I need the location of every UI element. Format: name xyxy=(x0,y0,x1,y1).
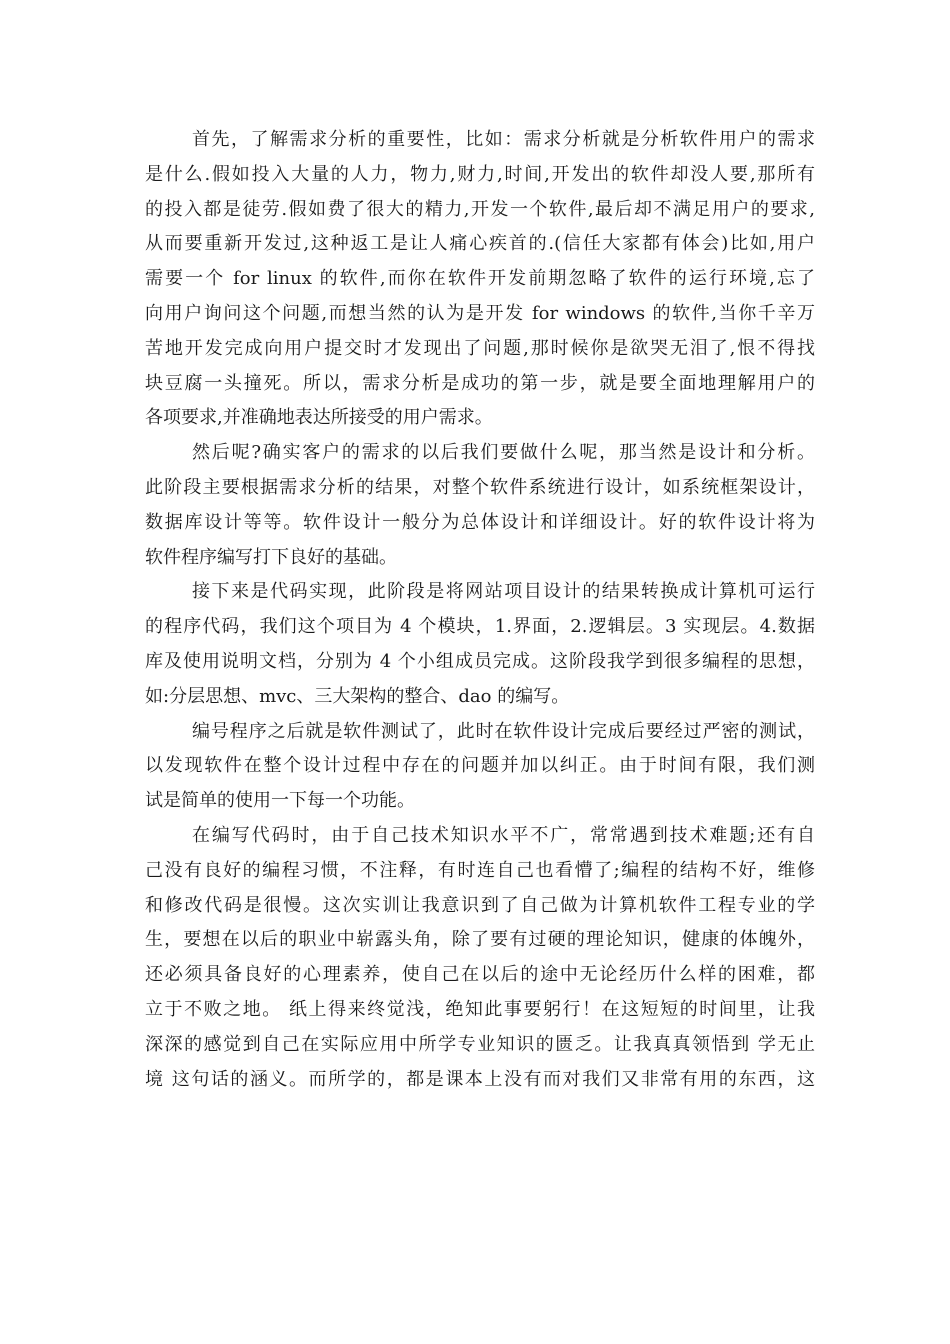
text-line: 在编写代码时，由于自己技术知识水平不广，常常遇到技术难题;还有自 xyxy=(192,824,815,846)
text-line: 软件程序编写打下良好的基础。 xyxy=(145,546,397,568)
text-line: 以发现软件在整个设计过程中存在的问题并加以纠正。由于时间有限，我们测 xyxy=(145,755,815,777)
text-line: 需要一个 for linux 的软件,而你在软件开发前期忽略了软件的运行环境,忘了 xyxy=(145,268,815,290)
text-line: 的程序代码，我们这个项目为 4 个模块，1.界面，2.逻辑层。3 实现层。4.数据 xyxy=(145,616,815,638)
text-line: 从而要重新开发过,这种返工是让人痛心疾首的.(信任大家都有体会)比如,用户 xyxy=(145,233,815,255)
text-line: 块豆腐一头撞死。所以，需求分析是成功的第一步，就是要全面地理解用户的 xyxy=(145,372,815,394)
paragraph-design xyxy=(145,436,815,575)
text-line: 深深的感觉到自己在实际应用中所学专业知识的匮乏。让我真真领悟到 学无止 xyxy=(145,1033,815,1055)
text-line: 如:分层思想、mvc、三大架构的整合、dao 的编写。 xyxy=(145,685,570,707)
text-line: 各项要求,并准确地表达所接受的用户需求。 xyxy=(145,407,493,429)
text-line: 此阶段主要根据需求分析的结果，对整个软件系统进行设计，如系统框架设计， xyxy=(145,476,815,498)
text-line: 是什么.假如投入大量的人力，物力,财力,时间,开发出的软件却没人要,那所有 xyxy=(145,163,815,185)
paragraph-implementation xyxy=(145,575,815,714)
text-line: 试是简单的使用一下每一个功能。 xyxy=(145,790,415,812)
paragraph-testing xyxy=(145,715,815,819)
text-line: 的投入都是徒劳.假如费了很大的精力,开发一个软件,最后却不满足用户的要求, xyxy=(145,198,815,220)
text-line: 和修改代码是很慢。这次实训让我意识到了自己做为计算机软件工程专业的学 xyxy=(145,894,815,916)
text-line: 编号程序之后就是软件测试了，此时在软件设计完成后要经过严密的测试， xyxy=(192,720,815,742)
text-line: 库及使用说明文档，分别为 4 个小组成员完成。这阶段我学到很多编程的思想， xyxy=(145,650,815,672)
paragraph-reflection xyxy=(145,819,815,1097)
text-line: 向用户询问这个问题,而想当然的认为是开发 for windows 的软件,当你千辛万 xyxy=(145,302,815,324)
text-line: 然后呢?确实客户的需求的以后我们要做什么呢，那当然是设计和分析。 xyxy=(192,442,815,464)
document-body xyxy=(145,123,815,1097)
text-line: 境 这句话的涵义。而所学的，都是课本上没有而对我们又非常有用的东西，这 xyxy=(145,1068,815,1090)
text-line: 生，要想在以后的职业中崭露头角，除了要有过硬的理论知识，健康的体魄外， xyxy=(145,929,815,951)
text-line: 苦地开发完成向用户提交时才发现出了问题,那时候你是欲哭无泪了,恨不得找 xyxy=(145,337,815,359)
text-line: 己没有良好的编程习惯，不注释，有时连自己也看懵了;编程的结构不好，维修 xyxy=(145,859,815,881)
text-line: 接下来是代码实现，此阶段是将网站项目设计的结果转换成计算机可运行 xyxy=(192,581,815,603)
text-line: 首先，了解需求分析的重要性，比如：需求分析就是分析软件用户的需求 xyxy=(192,129,815,150)
paragraph-requirements-analysis xyxy=(145,123,815,436)
text-line: 立于不败之地。 纸上得来终觉浅，绝知此事要躬行！在这短短的时间里，让我 xyxy=(145,998,815,1020)
text-line: 数据库设计等等。软件设计一般分为总体设计和详细设计。好的软件设计将为 xyxy=(145,511,815,533)
text-line: 还必须具备良好的心理素养，使自己在以后的途中无论经历什么样的困难，都 xyxy=(145,964,815,986)
